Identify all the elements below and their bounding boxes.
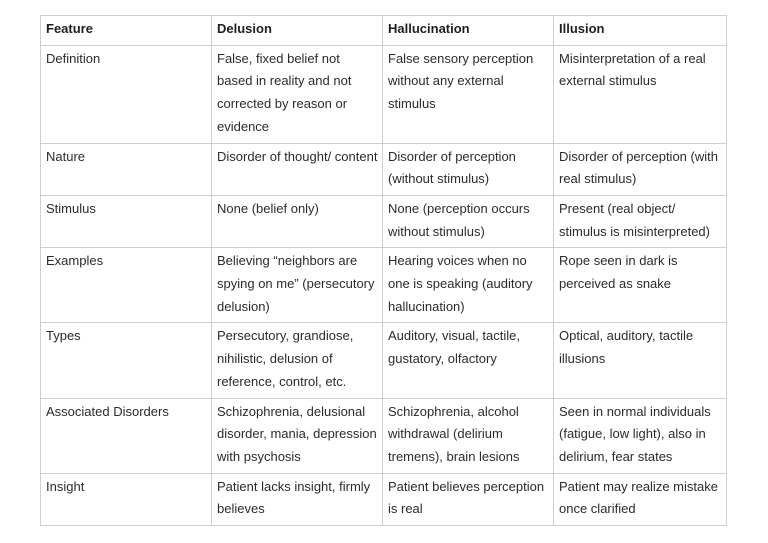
table-row: [41, 143, 727, 195]
header-delusion: Delusion: [212, 16, 383, 46]
cell-hallucination: Hearing voices when no one is speaking (auditory hallucination): [383, 248, 554, 323]
cell-delusion: Schizophrenia, delusional disorder, mania, depression with psychosis: [212, 398, 383, 473]
table-row: [41, 398, 727, 473]
header-illusion: Illusion: [554, 16, 727, 46]
cell-hallucination: Patient believes perception is real: [383, 473, 554, 525]
cell-illusion: Patient may realize mistake once clarified: [554, 473, 727, 525]
cell-feature: Nature: [41, 143, 212, 195]
cell-delusion: Patient lacks insight, firmly believes: [212, 473, 383, 525]
cell-hallucination: Disorder of perception (without stimulus): [383, 143, 554, 195]
header-row: [41, 16, 727, 46]
cell-illusion: Disorder of perception (with real stimulus): [554, 143, 727, 195]
header-hallucination: Hallucination: [383, 16, 554, 46]
cell-illusion: Misinterpretation of a real external stimulus: [554, 45, 727, 143]
cell-feature: Associated Disorders: [41, 398, 212, 473]
cell-delusion: Disorder of thought/ content: [212, 143, 383, 195]
cell-hallucination: None (perception occurs without stimulus): [383, 195, 554, 247]
table-row: [41, 195, 727, 247]
cell-delusion: False, fixed belief not based in reality and not corrected by reason or evidence: [212, 45, 383, 143]
cell-delusion: Believing “neighbors are spying on me” (persecutory delusion): [212, 248, 383, 323]
table-row: [41, 323, 727, 398]
cell-feature: Examples: [41, 248, 212, 323]
cell-feature: Types: [41, 323, 212, 398]
cell-feature: Stimulus: [41, 195, 212, 247]
table-row: [41, 473, 727, 525]
cell-hallucination: Schizophrenia, alcohol withdrawal (delirium tremens), brain lesions: [383, 398, 554, 473]
cell-illusion: Optical, auditory, tactile illusions: [554, 323, 727, 398]
comparison-table: [40, 15, 727, 526]
cell-illusion: Rope seen in dark is perceived as snake: [554, 248, 727, 323]
header-feature: Feature: [41, 16, 212, 46]
cell-delusion: Persecutory, grandiose, nihilistic, delusion of reference, control, etc.: [212, 323, 383, 398]
cell-illusion: Present (real object/ stimulus is misinterpreted): [554, 195, 727, 247]
cell-feature: Definition: [41, 45, 212, 143]
cell-hallucination: False sensory perception without any external stimulus: [383, 45, 554, 143]
cell-delusion: None (belief only): [212, 195, 383, 247]
cell-illusion: Seen in normal individuals (fatigue, low light), also in delirium, fear states: [554, 398, 727, 473]
cell-hallucination: Auditory, visual, tactile, gustatory, olfactory: [383, 323, 554, 398]
table-row: [41, 45, 727, 143]
cell-feature: Insight: [41, 473, 212, 525]
table-row: [41, 248, 727, 323]
